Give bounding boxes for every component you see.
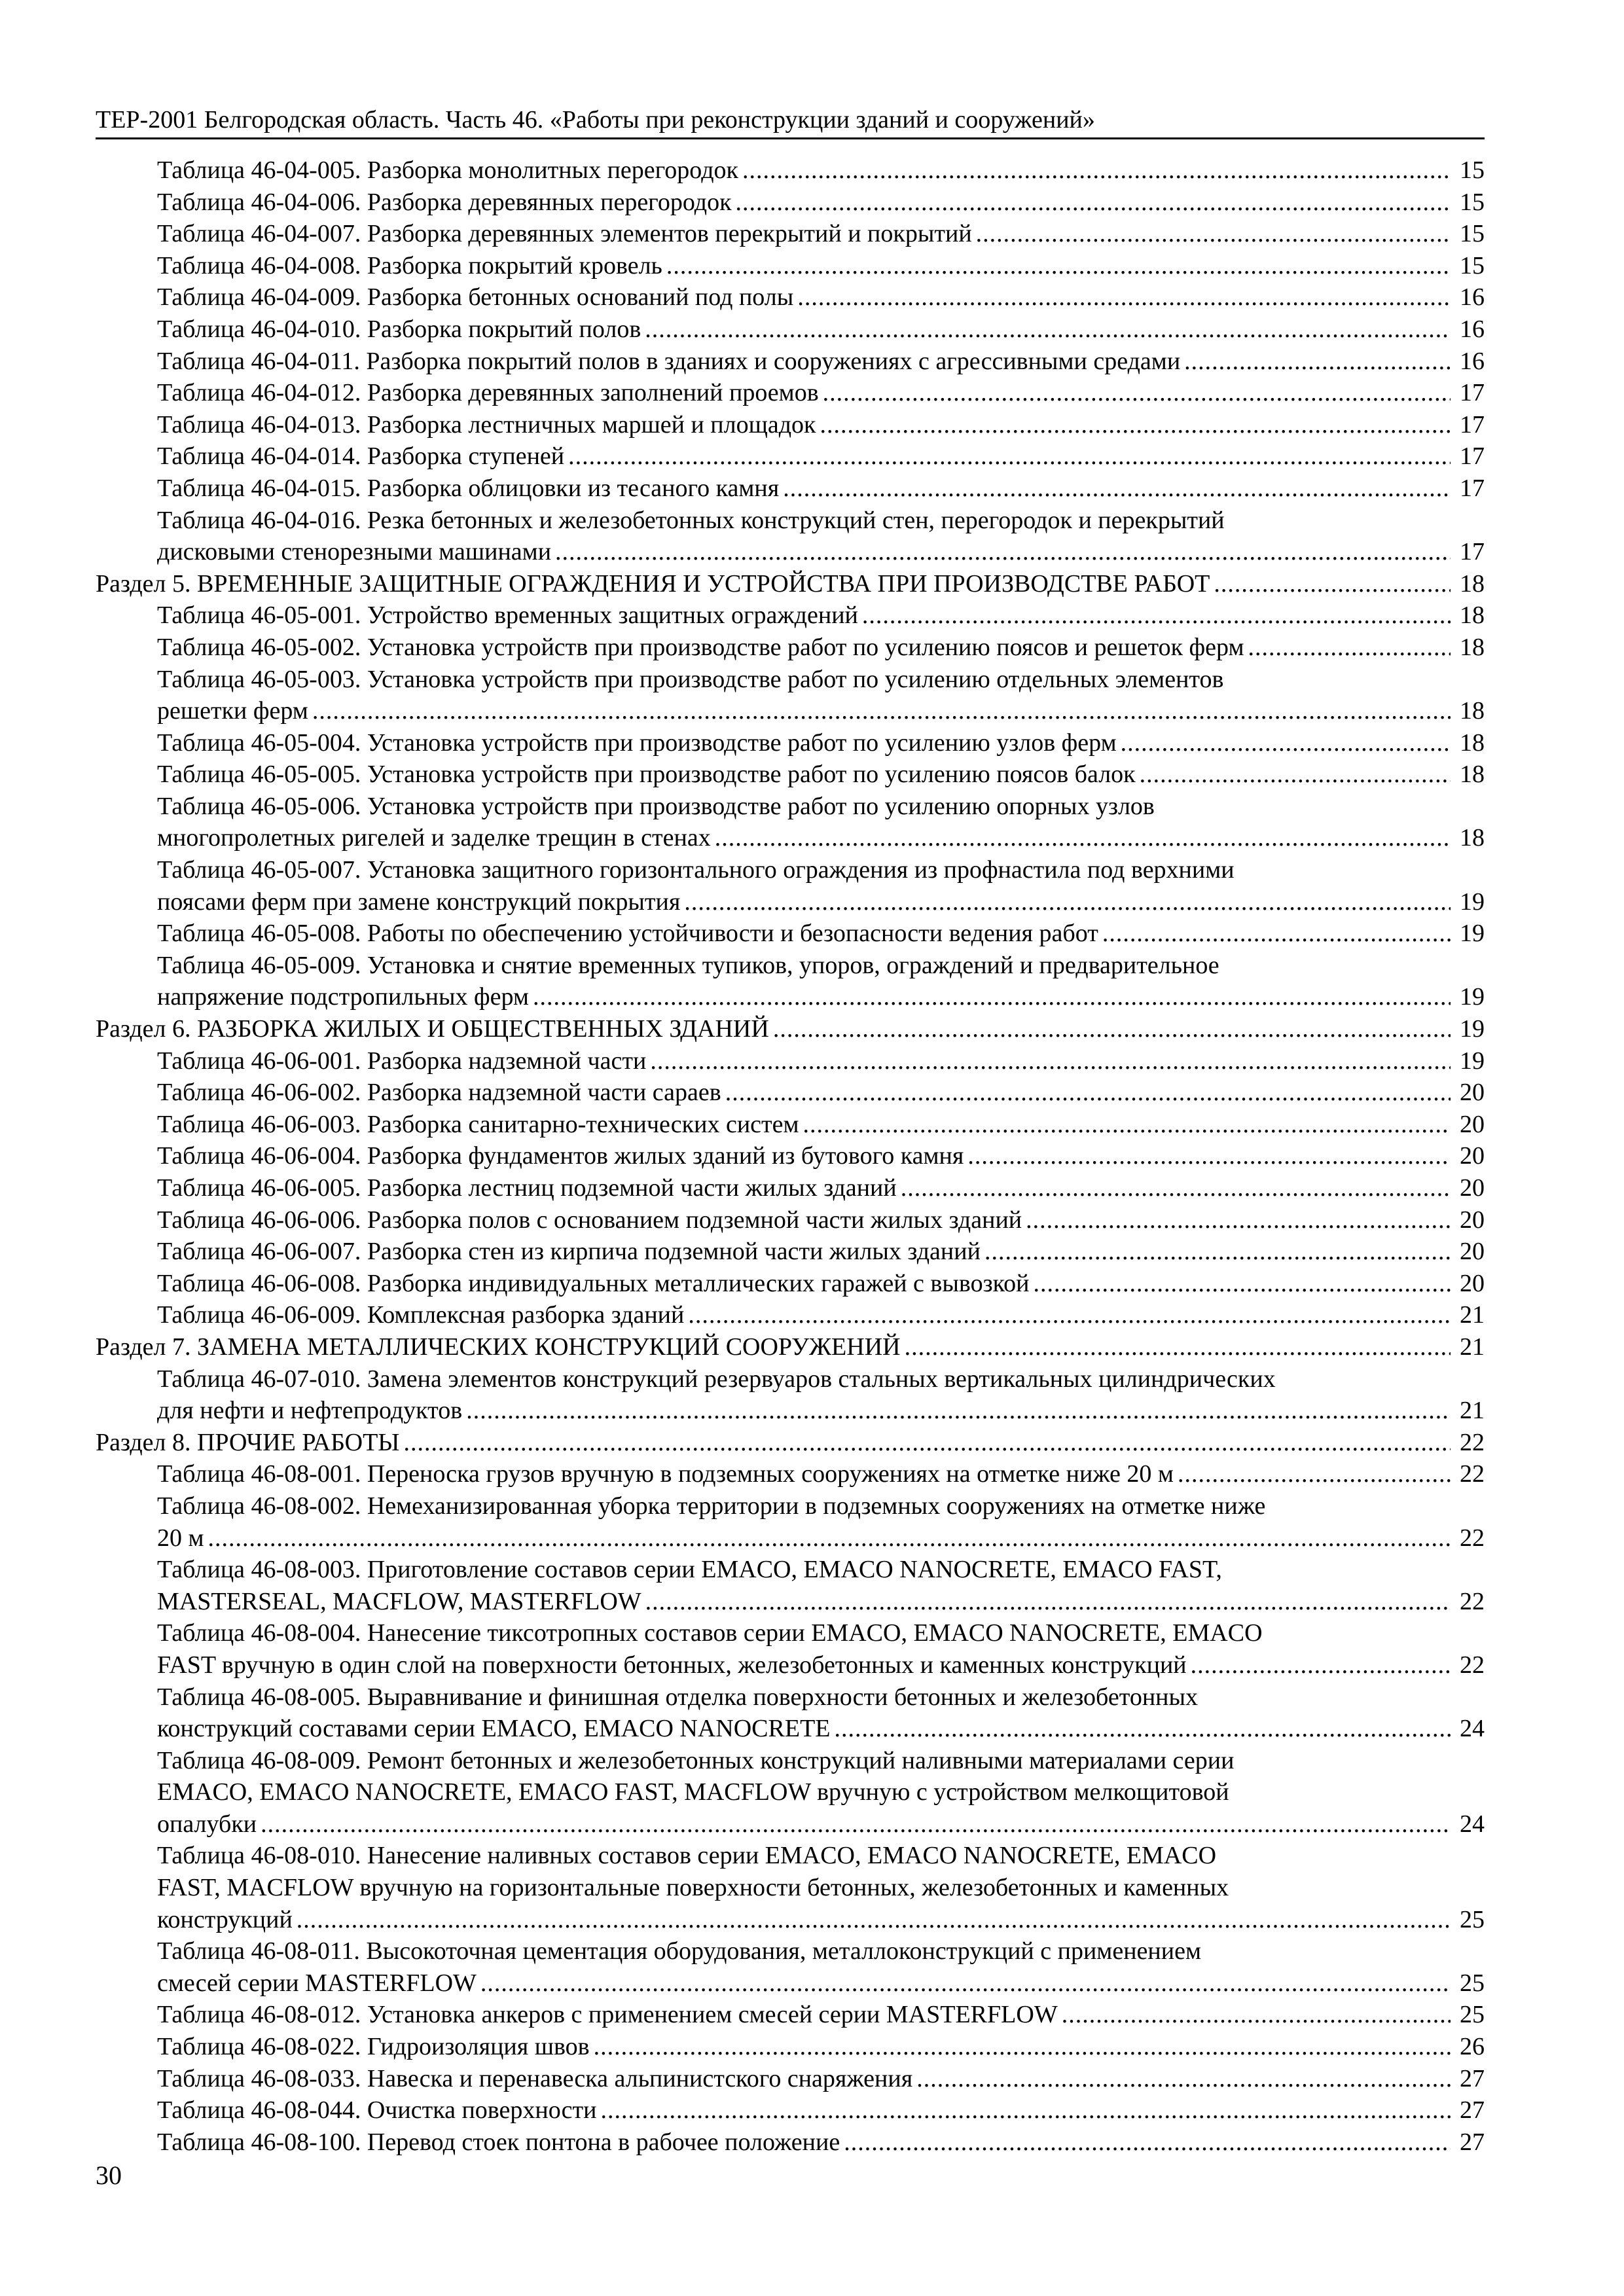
- toc-entry-last-line: [96, 1427, 1485, 1459]
- toc-entry-text-line: Таблица 46-08-001. Переноска грузов вручную в подземных сооружениях на отметке ниже 20 м: [157, 1460, 1174, 1488]
- toc-entry-text-line: Таблица 46-05-005. Установка устройств при производстве работ по усилению поясов балок: [157, 761, 1136, 789]
- toc-entry-text-line: Таблица 46-04-005. Разборка монолитных перегородок: [157, 156, 738, 184]
- toc-entry-last-line: [157, 759, 1485, 791]
- toc-entry-text-line: Таблица 46-06-002. Разборка надземной части сараев: [157, 1079, 721, 1107]
- toc-entry-text-line: Таблица 46-04-006. Разборка деревянных перегородок: [157, 188, 732, 216]
- toc-entry-text-line: Раздел 8. ПРОЧИЕ РАБОТЫ: [96, 1428, 400, 1456]
- toc-entry-last-line: [157, 695, 1485, 727]
- toc-entry-last-line: [157, 1458, 1485, 1490]
- dot-leader: [403, 1427, 1451, 1459]
- dot-leader: [297, 1904, 1451, 1936]
- toc-entry-text-line: опалубки: [157, 1810, 257, 1838]
- toc-table-entry: [96, 1109, 1485, 1141]
- toc-entry-text-line: Таблица 46-08-010. Нанесение наливных составов серии EMACO, EMACO NANOCRETE, EMACO: [157, 1842, 1217, 1870]
- toc-entry-last-line: [157, 250, 1485, 282]
- toc-table-entry: [96, 473, 1485, 505]
- toc-entry-text-line: Таблица 46-06-006. Разборка полов с основанием подземной части жилых зданий: [157, 1206, 1022, 1234]
- toc-page-number: 20: [1460, 1238, 1485, 1266]
- toc-entry-last-line: [157, 377, 1485, 409]
- toc-page-number: 17: [1460, 379, 1485, 407]
- toc-table-entry: [96, 600, 1485, 632]
- toc-table-entry: [96, 1268, 1485, 1300]
- toc-entry-last-line: [157, 822, 1485, 854]
- toc-entry-last-line: [157, 1649, 1485, 1681]
- toc-table-entry: [96, 1140, 1485, 1172]
- toc-entry-text-line: Раздел 5. ВРЕМЕННЫЕ ЗАЩИТНЫЕ ОГРАЖДЕНИЯ И УСТРОЙСТВА ПРИ ПРОИЗВОДСТВЕ РАБОТ: [96, 569, 1210, 598]
- dot-leader: [715, 822, 1451, 854]
- toc-table-entry: [96, 346, 1485, 378]
- toc-entry-last-line: [157, 1299, 1485, 1331]
- toc-entry-last-line: [157, 632, 1485, 664]
- dot-leader: [1178, 1458, 1451, 1490]
- toc-entry-text-line: FAST вручную в один слой на поверхности бетонных, железобетонных и каменных конструкций: [157, 1651, 1187, 1679]
- toc-entry-last-line: [157, 218, 1485, 250]
- toc-table-entry: [96, 918, 1485, 950]
- toc-entry-last-line: [157, 1522, 1485, 1554]
- toc-entry-text-line: 20 м: [157, 1524, 204, 1552]
- dot-leader: [645, 1586, 1451, 1618]
- toc-entry-last-line: [157, 1268, 1485, 1300]
- toc-entry-last-line: [157, 1586, 1485, 1618]
- toc-page-number: 19: [1460, 1015, 1485, 1043]
- page-number: 30: [96, 2161, 122, 2190]
- toc-entry-text-line: Таблица 46-08-012. Установка анкеров с применением смесей серии MASTERFLOW: [157, 2001, 1058, 2029]
- toc-entry-last-line: [157, 2031, 1485, 2063]
- dot-leader: [261, 1808, 1451, 1840]
- dot-leader: [797, 281, 1451, 314]
- dot-leader: [533, 981, 1451, 1013]
- dot-leader: [645, 314, 1451, 346]
- toc-page-number: 18: [1460, 761, 1485, 789]
- toc-page-number: 26: [1460, 2033, 1485, 2061]
- toc-entry-last-line: [157, 1967, 1485, 2000]
- toc-page-number: 21: [1460, 1301, 1485, 1329]
- toc-entry-text-line: напряжение подстропильных ферм: [157, 983, 529, 1011]
- toc-entry-text-line: Таблица 46-08-100. Перевод стоек понтона в рабочее положение: [157, 2128, 840, 2156]
- toc-entry-last-line: [157, 281, 1485, 314]
- toc-entry-text-line: Таблица 46-06-009. Комплексная разборка зданий: [157, 1301, 685, 1329]
- toc-entry-text-line: конструкций: [157, 1905, 293, 1933]
- dot-leader: [1026, 1204, 1451, 1236]
- toc-page-number: 24: [1460, 1810, 1485, 1838]
- toc-page-number: 19: [1460, 1047, 1485, 1075]
- toc-page-number: 17: [1460, 442, 1485, 471]
- toc-entry-text-line: для нефти и нефтепродуктов: [157, 1397, 463, 1425]
- toc-table-entry: [96, 1745, 1485, 1840]
- toc-entry-last-line: [157, 154, 1485, 187]
- toc-entry-last-line: [157, 1204, 1485, 1236]
- toc-entry-text-line: Таблица 46-04-012. Разборка деревянных заполнений проемов: [157, 379, 819, 407]
- dot-leader: [844, 2126, 1451, 2159]
- toc-table-entry: [96, 1681, 1485, 1745]
- toc-entry-text-line: Таблица 46-04-015. Разборка облицовки из тесаного камня: [157, 474, 780, 502]
- toc-table-entry: [96, 1299, 1485, 1331]
- toc-table-entry: [96, 440, 1485, 473]
- toc-table-entry: [96, 791, 1485, 854]
- toc-entry-last-line: [157, 1045, 1485, 1077]
- toc-page-number: 19: [1460, 920, 1485, 948]
- toc-entry-text-line: Таблица 46-06-005. Разборка лестниц подземной части жилых зданий: [157, 1174, 897, 1202]
- toc-entry-text-line: Таблица 46-08-022. Гидроизоляция швов: [157, 2033, 590, 2061]
- toc-section-entry: [96, 568, 1485, 600]
- dot-leader: [1062, 1999, 1451, 2031]
- toc-table-entry: [96, 2031, 1485, 2063]
- toc-section-entry: [96, 1427, 1485, 1459]
- toc-entry-text-line: Таблица 46-05-002. Установка устройств при производстве работ по усилению поясов и решеток ферм: [157, 633, 1244, 661]
- toc-entry-last-line: [157, 1999, 1485, 2031]
- toc-page-number: 25: [1460, 1905, 1485, 1933]
- toc-table-entry: [96, 218, 1485, 250]
- toc-entry-text-line: FAST, MACFLOW вручную на горизонтальные поверхности бетонных, железобетонных и каменных: [157, 1874, 1229, 1902]
- toc-entry-text-line: дисковыми стенорезными машинами: [157, 538, 552, 566]
- toc-page-number: 25: [1460, 2001, 1485, 2029]
- toc-page-number: 15: [1460, 188, 1485, 216]
- toc-entry-text-line: Таблица 46-05-004. Установка устройств при производстве работ по усилению узлов ферм: [157, 728, 1117, 757]
- toc-entry-last-line: [157, 536, 1485, 568]
- dot-leader: [773, 1013, 1451, 1045]
- toc-entry-last-line: [157, 1172, 1485, 1204]
- dot-leader: [555, 536, 1451, 568]
- toc-page-number: 27: [1460, 2096, 1485, 2125]
- toc-entry-last-line: [157, 409, 1485, 441]
- toc-entry-text-line: Таблица 46-08-009. Ремонт бетонных и железобетонных конструкций наливными материалами серии: [157, 1746, 1235, 1774]
- toc-page-number: 20: [1460, 1269, 1485, 1297]
- toc-entry-text-line: Таблица 46-06-001. Разборка надземной части: [157, 1047, 647, 1075]
- toc-table-entry: [96, 664, 1485, 727]
- toc-table-entry: [96, 727, 1485, 759]
- toc-page-number: 21: [1460, 1397, 1485, 1425]
- toc-entry-last-line: [96, 1013, 1485, 1045]
- dot-leader: [803, 1109, 1451, 1141]
- toc-entry-text-line: Таблица 46-06-004. Разборка фундаментов жилых зданий из бутового камня: [157, 1142, 964, 1170]
- toc-entry-text-line: Таблица 46-06-003. Разборка санитарно-технических систем: [157, 1110, 799, 1138]
- toc-entry-text-line: смесей серии MASTERFLOW: [157, 1969, 477, 1997]
- toc-page-number: 25: [1460, 1969, 1485, 1997]
- toc-entry-text-line: Таблица 46-04-016. Резка бетонных и железобетонных конструкций стен, перегородок и перекрытий: [157, 506, 1225, 534]
- toc-page-number: 17: [1460, 410, 1485, 439]
- toc-page-number: 20: [1460, 1174, 1485, 1202]
- dot-leader: [650, 1045, 1451, 1077]
- toc-table-entry: [96, 632, 1485, 664]
- toc-table-entry: [96, 505, 1485, 568]
- dot-leader: [742, 154, 1451, 187]
- toc-entry-text-line: Таблица 46-05-003. Установка устройств при производстве работ по усилению отдельных элементов: [157, 665, 1224, 693]
- toc-table-entry: [96, 1554, 1485, 1617]
- dot-leader: [967, 1140, 1451, 1172]
- toc-table-entry: [96, 2126, 1485, 2159]
- toc-page-number: 22: [1460, 1460, 1485, 1488]
- toc-entry-last-line: [157, 314, 1485, 346]
- toc-table-entry: [96, 1617, 1485, 1681]
- toc-entry-text-line: Таблица 46-04-007. Разборка деревянных элементов перекрытий и покрытий: [157, 220, 972, 248]
- toc-table-entry: [96, 1458, 1485, 1490]
- toc-page-number: 18: [1460, 633, 1485, 661]
- dot-leader: [568, 440, 1451, 473]
- toc-entry-last-line: [157, 727, 1485, 759]
- toc-section-entry: [96, 1331, 1485, 1363]
- dot-leader: [600, 2094, 1451, 2126]
- dot-leader: [820, 409, 1451, 441]
- toc-table-entry: [96, 409, 1485, 441]
- toc-entry-text-line: решетки ферм: [157, 697, 308, 725]
- dot-leader: [312, 695, 1451, 727]
- dot-leader: [976, 218, 1451, 250]
- toc-table-entry: [96, 250, 1485, 282]
- toc-table-entry: [96, 154, 1485, 187]
- toc-page-number: 16: [1460, 315, 1485, 343]
- toc-entry-last-line: [157, 600, 1485, 632]
- toc-table-entry: [96, 1490, 1485, 1554]
- toc-entry-text-line: Таблица 46-04-009. Разборка бетонных оснований под полы: [157, 283, 794, 312]
- dot-leader: [480, 1967, 1451, 2000]
- dot-leader: [594, 2031, 1451, 2063]
- toc-entry-text-line: Таблица 46-08-003. Приготовление составов серии EMACO, EMACO NANOCRETE, EMACO FAST,: [157, 1556, 1222, 1584]
- toc-page-number: 22: [1460, 1587, 1485, 1615]
- toc-table-entry: [96, 1935, 1485, 1999]
- toc-page-number: 16: [1460, 347, 1485, 375]
- toc-table-entry: [96, 1204, 1485, 1236]
- toc-entry-last-line: [157, 918, 1485, 950]
- toc-entry-text-line: Таблица 46-08-004. Нанесение тиксотропных составов серии EMACO, EMACO NANOCRETE, EMACO: [157, 1619, 1263, 1647]
- toc-entry-last-line: [157, 1713, 1485, 1745]
- toc-table-entry: [96, 759, 1485, 791]
- toc-table-entry: [96, 1077, 1485, 1109]
- dot-leader: [736, 187, 1451, 219]
- toc-page-number: 22: [1460, 1651, 1485, 1679]
- toc-entry-last-line: [157, 1140, 1485, 1172]
- toc-table-entry: [96, 377, 1485, 409]
- toc-page-number: 15: [1460, 251, 1485, 279]
- toc-entry-text-line: Таблица 46-06-008. Разборка индивидуальных металлических гаражей с вывозкой: [157, 1269, 1030, 1297]
- toc-page-number: 24: [1460, 1715, 1485, 1743]
- dot-leader: [1191, 1649, 1451, 1681]
- dot-leader: [905, 1331, 1451, 1363]
- dot-leader: [466, 1395, 1451, 1427]
- toc-entry-last-line: [157, 346, 1485, 378]
- toc-page-number: 19: [1460, 983, 1485, 1011]
- toc-entry-text-line: Таблица 46-05-001. Устройство временных защитных ограждений: [157, 601, 858, 630]
- toc-entry-last-line: [157, 1808, 1485, 1840]
- toc-entry-last-line: [157, 1395, 1485, 1427]
- toc-table-entry: [96, 1236, 1485, 1268]
- toc-entry-text-line: многопролетных ригелей и заделке трещин в стенах: [157, 824, 711, 852]
- dot-leader: [684, 886, 1451, 918]
- toc-page-number: 18: [1460, 601, 1485, 630]
- toc-table-entry: [96, 2094, 1485, 2126]
- toc-entry-last-line: [157, 1077, 1485, 1109]
- toc-page-number: 15: [1460, 220, 1485, 248]
- toc-entry-text-line: Таблица 46-06-007. Разборка стен из кирпича подземной части жилых зданий: [157, 1238, 981, 1266]
- toc-entry-text-line: Раздел 7. ЗАМЕНА МЕТАЛЛИЧЕСКИХ КОНСТРУКЦИЙ СООРУЖЕНИЙ: [96, 1333, 901, 1361]
- dot-leader: [984, 1236, 1451, 1268]
- toc-table-entry: [96, 1840, 1485, 1935]
- toc-entry-text-line: Таблица 46-08-044. Очистка поверхности: [157, 2096, 597, 2125]
- toc-table-entry: [96, 1172, 1485, 1204]
- toc-entry-last-line: [157, 1904, 1485, 1936]
- toc-table-entry: [96, 1999, 1485, 2031]
- dot-leader: [1121, 727, 1451, 759]
- toc-entry-last-line: [157, 1109, 1485, 1141]
- dot-leader: [835, 1713, 1451, 1745]
- dot-leader: [688, 1299, 1451, 1331]
- toc-entry-text-line: Таблица 46-08-005. Выравнивание и финишная отделка поверхности бетонных и железобетонных: [157, 1683, 1199, 1711]
- toc-table-entry: [96, 854, 1485, 918]
- toc-page-number: 18: [1460, 728, 1485, 757]
- toc-entry-last-line: [157, 2063, 1485, 2095]
- dot-leader: [1184, 346, 1451, 378]
- toc-page-number: 18: [1460, 697, 1485, 725]
- toc-page-number: 27: [1460, 2064, 1485, 2092]
- dot-leader: [783, 473, 1451, 505]
- toc-entry-text-line: Таблица 46-08-002. Немеханизированная уборка территории в подземных сооружениях на отметке ниже: [157, 1492, 1266, 1520]
- toc-page-number: 18: [1460, 569, 1485, 598]
- toc-page-number: 20: [1460, 1110, 1485, 1138]
- toc-entry-last-line: [157, 187, 1485, 219]
- toc-page-number: 16: [1460, 283, 1485, 312]
- toc-page-number: 17: [1460, 474, 1485, 502]
- toc-page-number: 22: [1460, 1524, 1485, 1552]
- toc-table-entry: [96, 2063, 1485, 2095]
- toc-entry-last-line: [157, 473, 1485, 505]
- toc-entry-text-line: поясами ферм при замене конструкций покрытия: [157, 888, 681, 916]
- toc-entry-text-line: Таблица 46-05-009. Установка и снятие временных тупиков, упоров, ограждений и предварительное: [157, 951, 1219, 979]
- toc-entry-text-line: Таблица 46-04-013. Разборка лестничных маршей и площадок: [157, 410, 816, 439]
- toc-entry-last-line: [157, 981, 1485, 1013]
- toc-entry-text-line: Таблица 46-04-014. Разборка ступеней: [157, 442, 565, 471]
- toc-page-number: 20: [1460, 1079, 1485, 1107]
- toc-page-number: 27: [1460, 2128, 1485, 2156]
- toc-entry-text-line: Таблица 46-04-011. Разборка покрытий полов в зданиях и сооружениях с агрессивными средами: [157, 347, 1181, 375]
- running-header: ТЕР-2001 Белгородская область. Часть 46. «Работы при реконструкции зданий и сооружений»: [96, 105, 1485, 139]
- dot-leader: [916, 2063, 1451, 2095]
- toc-entry-text-line: конструкций составами серии EMACO, EMACO NANOCRETE: [157, 1715, 831, 1743]
- dot-leader: [862, 600, 1451, 632]
- dot-leader: [1102, 918, 1451, 950]
- toc-page-number: 22: [1460, 1428, 1485, 1456]
- toc-entry-text-line: Таблица 46-05-007. Установка защитного горизонтального ограждения из профнастила под верхними: [157, 856, 1235, 884]
- toc-table-entry: [96, 1363, 1485, 1427]
- toc-entry-last-line: [157, 2094, 1485, 2126]
- dot-leader: [1214, 568, 1451, 600]
- toc-entry-last-line: [96, 1331, 1485, 1363]
- toc-section-entry: [96, 1013, 1485, 1045]
- toc-entry-text-line: Таблица 46-04-010. Разборка покрытий полов: [157, 315, 641, 343]
- toc-page-number: 19: [1460, 888, 1485, 916]
- toc-table-entry: [96, 187, 1485, 219]
- toc-entry-text-line: Таблица 46-08-033. Навеска и перенавеска альпинистского снаряжения: [157, 2064, 913, 2092]
- toc-entry-last-line: [157, 886, 1485, 918]
- dot-leader: [823, 377, 1451, 409]
- dot-leader: [1033, 1268, 1451, 1300]
- toc-entry-last-line: [157, 440, 1485, 473]
- toc-page-number: 17: [1460, 538, 1485, 566]
- dot-leader: [901, 1172, 1451, 1204]
- toc-table-entry: [96, 950, 1485, 1013]
- toc-entry-last-line: [157, 1236, 1485, 1268]
- dot-leader: [666, 250, 1451, 282]
- toc-entry-text-line: Таблица 46-07-010. Замена элементов конструкций резервуаров стальных вертикальных цилиндрических: [157, 1365, 1276, 1393]
- toc-entry-text-line: Таблица 46-04-008. Разборка покрытий кровель: [157, 251, 662, 279]
- toc-page-number: 18: [1460, 824, 1485, 852]
- toc-page-number: 21: [1460, 1333, 1485, 1361]
- toc-table-entry: [96, 281, 1485, 314]
- dot-leader: [1140, 759, 1451, 791]
- toc-page-number: 20: [1460, 1142, 1485, 1170]
- toc-entry-last-line: [157, 2126, 1485, 2159]
- toc-entry-text-line: Раздел 6. РАЗБОРКА ЖИЛЫХ И ОБЩЕСТВЕННЫХ ЗДАНИЙ: [96, 1015, 769, 1043]
- toc-entry-text-line: EMACO, EMACO NANOCRETE, EMACO FAST, MACFLOW вручную с устройством мелкощитовой: [157, 1778, 1229, 1806]
- dot-leader: [725, 1077, 1451, 1109]
- table-of-contents: [96, 154, 1485, 2158]
- toc-entry-last-line: [96, 568, 1485, 600]
- toc-page-number: 20: [1460, 1206, 1485, 1234]
- toc-entry-text-line: Таблица 46-05-006. Установка устройств при производстве работ по усилению опорных узлов: [157, 792, 1155, 820]
- dot-leader: [208, 1522, 1451, 1554]
- toc-entry-text-line: MASTERSEAL, MACFLOW, MASTERFLOW: [157, 1587, 641, 1615]
- toc-entry-text-line: Таблица 46-05-008. Работы по обеспечению устойчивости и безопасности ведения работ: [157, 920, 1098, 948]
- toc-table-entry: [96, 1045, 1485, 1077]
- toc-page-number: 15: [1460, 156, 1485, 184]
- toc-table-entry: [96, 314, 1485, 346]
- dot-leader: [1248, 632, 1451, 664]
- toc-entry-text-line: Таблица 46-08-011. Высокоточная цементация оборудования, металлоконструкций с применением: [157, 1937, 1201, 1965]
